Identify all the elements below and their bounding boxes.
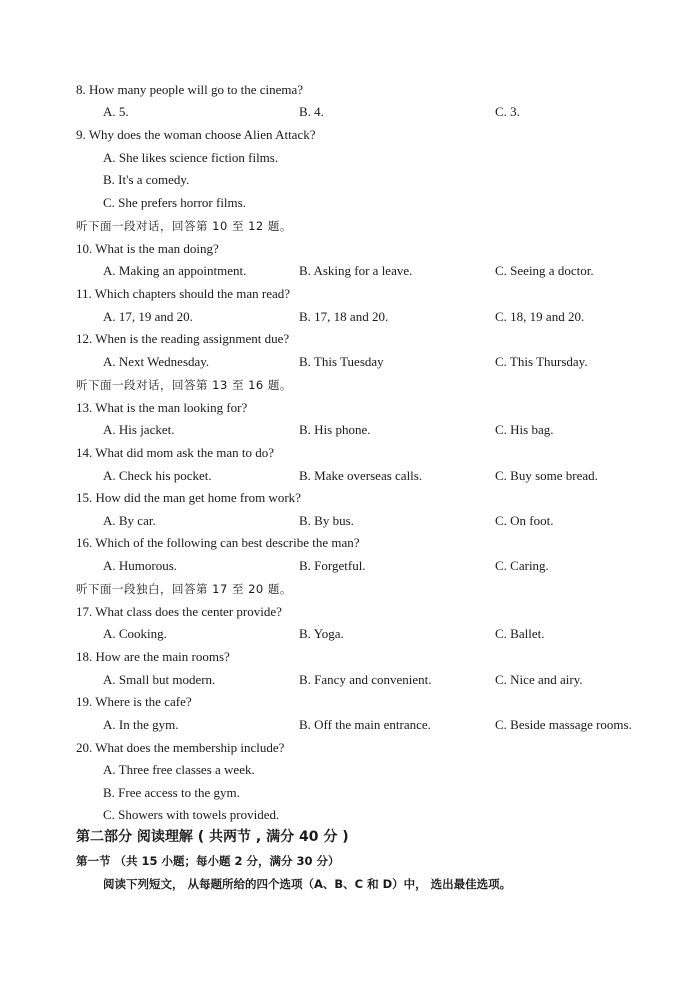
option-19a: A. In the gym. bbox=[103, 717, 179, 732]
option-12b: B. This Tuesday bbox=[299, 354, 384, 369]
option-20a: A. Three free classes a week. bbox=[103, 762, 255, 777]
option-11b: B. 17, 18 and 20. bbox=[299, 309, 389, 324]
option-15c: C. On foot. bbox=[495, 513, 554, 528]
option-10b: B. Asking for a leave. bbox=[299, 263, 413, 278]
option-16a: A. Humorous. bbox=[103, 558, 178, 573]
option-18b: B. Fancy and convenient. bbox=[299, 672, 432, 687]
option-9c: C. She prefers horror films. bbox=[103, 195, 246, 210]
option-11c: C. 18, 19 and 20. bbox=[495, 309, 585, 324]
option-17c: C. Ballet. bbox=[495, 626, 545, 641]
question-14: 14. What did mom ask the man to do? bbox=[76, 445, 274, 460]
option-13b: B. His phone. bbox=[299, 422, 371, 437]
option-20b: B. Free access to the gym. bbox=[103, 785, 240, 800]
option-19c: C. Beside massage rooms. bbox=[495, 717, 632, 732]
option-14a: A. Check his pocket. bbox=[103, 468, 212, 483]
option-18a: A. Small but modern. bbox=[103, 672, 216, 687]
question-8: 8. How many people will go to the cinema? bbox=[76, 82, 304, 97]
option-12a: A. Next Wednesday. bbox=[103, 354, 210, 369]
option-12c: C. This Thursday. bbox=[495, 354, 588, 369]
option-15b: B. By bus. bbox=[299, 513, 354, 528]
option-13c: C. His bag. bbox=[495, 422, 554, 437]
option-10c: C. Seeing a doctor. bbox=[495, 263, 594, 278]
option-11a: A. 17, 19 and 20. bbox=[103, 309, 193, 324]
question-16: 16. Which of the following can best describe the man? bbox=[76, 535, 360, 550]
question-18: 18. How are the main rooms? bbox=[76, 649, 230, 664]
question-13: 13. What is the man looking for? bbox=[76, 400, 248, 415]
question-15: 15. How did the man get home from work? bbox=[76, 490, 301, 505]
question-10: 10. What is the man doing? bbox=[76, 241, 219, 256]
option-13a: A. His jacket. bbox=[103, 422, 175, 437]
instruction-17-20: 听下面一段独白，回答第 17 至 20 题。 bbox=[76, 582, 292, 596]
option-9a: A. She likes science fiction films. bbox=[103, 150, 279, 165]
section-one-heading: 第一节 （共 15 小题；每小题 2 分，满分 30 分） bbox=[76, 854, 340, 868]
option-17b: B. Yoga. bbox=[299, 626, 344, 641]
question-9: 9. Why does the woman choose Alien Attack? bbox=[76, 127, 316, 142]
option-15a: A. By car. bbox=[103, 513, 156, 528]
option-17a: A. Cooking. bbox=[103, 626, 167, 641]
option-16c: C. Caring. bbox=[495, 558, 549, 573]
option-9b: B. It's a comedy. bbox=[103, 172, 190, 187]
option-18c: C. Nice and airy. bbox=[495, 672, 583, 687]
option-16b: B. Forgetful. bbox=[299, 558, 366, 573]
question-19: 19. Where is the cafe? bbox=[76, 694, 192, 709]
option-19b: B. Off the main entrance. bbox=[299, 717, 431, 732]
option-14b: B. Make overseas calls. bbox=[299, 468, 423, 483]
question-11: 11. Which chapters should the man read? bbox=[76, 286, 291, 301]
option-10a: A. Making an appointment. bbox=[103, 263, 247, 278]
instruction-10-12: 听下面一段对话，回答第 10 至 12 题。 bbox=[76, 219, 292, 233]
option-8b: B. 4. bbox=[299, 104, 324, 119]
instruction-13-16: 听下面一段对话，回答第 13 至 16 题。 bbox=[76, 378, 292, 392]
option-8a: A. 5. bbox=[103, 104, 129, 119]
option-8c: C. 3. bbox=[495, 104, 520, 119]
question-17: 17. What class does the center provide? bbox=[76, 604, 282, 619]
question-20: 20. What does the membership include? bbox=[76, 740, 285, 755]
question-12: 12. When is the reading assignment due? bbox=[76, 331, 290, 346]
option-14c: C. Buy some bread. bbox=[495, 468, 598, 483]
option-20c: C. Showers with towels provided. bbox=[103, 807, 280, 822]
part-two-heading: 第二部分 阅读理解 ( 共两节 , 满分 40 分 ) bbox=[76, 829, 349, 845]
reading-instruction: 阅读下列短文， 从每题所给的四个选项（A、B、C 和 D）中， 选出最佳选项。 bbox=[103, 877, 512, 891]
